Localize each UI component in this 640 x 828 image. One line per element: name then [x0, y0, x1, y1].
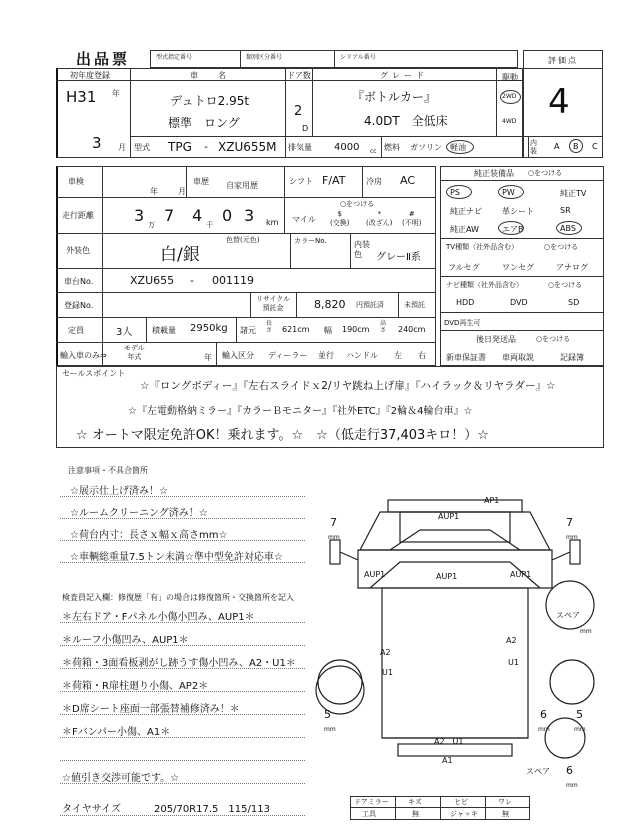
notes-line-1: ☆ルームクリーニング済み！☆ — [70, 508, 208, 519]
equip-note: ○をつける — [528, 169, 563, 177]
model-year-label: モデル 年式 — [124, 344, 145, 361]
score-label: 評価点 — [548, 56, 578, 65]
spare2-label: スペア — [526, 767, 550, 776]
left-mirror — [330, 540, 340, 564]
model-dash: - — [204, 140, 208, 153]
inspector-rule-2 — [60, 668, 305, 669]
front-bumper — [388, 500, 522, 512]
shaken-label: 車検 — [68, 177, 84, 186]
notes-rule-0 — [60, 496, 305, 497]
capacity-label: 定員 — [68, 326, 84, 335]
inspector-rule-5 — [60, 737, 305, 738]
width-label: 幅 — [324, 326, 332, 335]
model-label: 型式 — [134, 143, 150, 152]
cool-label: 冷房 — [366, 177, 382, 186]
handle-right[interactable]: 右 — [418, 351, 426, 360]
mileage-digit-1: 3 — [134, 206, 145, 225]
notes-rule-3 — [60, 562, 305, 563]
shift-value: F/AT — [322, 174, 346, 187]
equip-circle-8 — [556, 221, 582, 235]
size-label: 諸元 — [240, 326, 256, 335]
spare2-mm: mm — [566, 782, 578, 789]
inspector-line-2: ＊荷箱・3面看板剥がし跡うす傷小凹み、A2・U1＊ — [62, 658, 296, 669]
legend-h3: ワレ — [498, 798, 512, 806]
navi-note: ○をつける — [548, 281, 583, 289]
doors-value: 2 — [294, 104, 303, 119]
mile-label: マイル — [292, 215, 316, 224]
diag-a2-right: A2 — [506, 636, 517, 645]
inspector-line-0: ＊左右ドア・Fパネル小傷小凹み、AUP1＊ — [62, 612, 255, 623]
diag-a1: A1 — [442, 756, 453, 765]
diag-aup1-top: AUP1 — [438, 512, 460, 521]
tire-fl-value: 7 — [330, 516, 337, 529]
equip-item-8[interactable]: ABS — [560, 224, 576, 233]
legend-h2: ヒビ — [454, 798, 468, 806]
navi-sd[interactable]: SD — [568, 298, 580, 307]
later-records[interactable]: 記録簿 — [560, 353, 584, 362]
inspector-label: 検査員記入欄：修復歴「有」の場合は修復箇所・交換箇所を記入 — [62, 593, 294, 602]
car-name-label: 車 名 — [190, 71, 232, 80]
tire-right-rear — [550, 660, 594, 704]
inspector-rule-4 — [60, 714, 305, 715]
inspector-line-3: ＊荷箱・R扉柱廻り小傷、AP2＊ — [62, 681, 209, 692]
disp-unit: cc — [370, 148, 377, 155]
tire-label: タイヤサイズ — [62, 804, 121, 815]
tire-fr-mm: mm — [566, 534, 578, 541]
mileage-digit-2: 7 — [164, 206, 175, 225]
legend-v0: 工具 — [362, 810, 376, 818]
equip-circle-7 — [498, 221, 524, 235]
legend-h0: ドアミラー — [354, 798, 389, 806]
diag-a2u1-bottom: A2 U1 — [434, 737, 464, 746]
equip-item-1[interactable]: PW — [502, 188, 515, 197]
score-value: 4 — [548, 82, 570, 122]
sales-label: セールスポイント — [62, 369, 126, 378]
tire-rr2-mm: mm — [574, 726, 586, 733]
drive-label: 駆動 — [502, 73, 518, 82]
first-reg-era: H31 — [66, 88, 97, 106]
diag-u1-left: U1 — [382, 668, 393, 677]
mid-section — [56, 166, 436, 366]
drive-2wd: 2WD — [502, 93, 517, 100]
cab-body — [358, 550, 552, 588]
tv-label: TV種類（社外品含む） — [446, 243, 519, 251]
form-title: 出品票 — [76, 50, 131, 68]
car-name: デュトロ2.95t — [170, 94, 250, 108]
later-warranty[interactable]: 新車保証書 — [446, 353, 486, 362]
tire-fl-mm: mm — [328, 534, 340, 541]
fuel-type: ガソリン — [410, 143, 442, 152]
ext-color-label: 外装色 — [66, 246, 90, 255]
tv-analog[interactable]: アナログ — [556, 263, 588, 272]
tire-rr2-value: 5 — [576, 708, 583, 721]
notes-line-3: ☆車輌総重量7.5トン未満☆準中型免許対応車☆ — [70, 552, 283, 563]
grade1: 『ボトルカー』 — [352, 90, 437, 104]
recycle-value: 8,820 — [314, 298, 346, 311]
mileage-unit: km — [266, 218, 279, 227]
spare-tire-1 — [540, 575, 600, 635]
tire-rr1-mm: mm — [538, 726, 550, 733]
inspector-rule-3 — [60, 691, 305, 692]
year-unit: 年 — [112, 89, 120, 98]
import-div-label: 輸入区分 — [222, 351, 254, 360]
parallel-option[interactable]: 並行 — [318, 351, 334, 360]
equip-item-2[interactable]: 純正TV — [560, 189, 587, 198]
width-value: 190cm — [342, 325, 370, 334]
model-prefix: TPG — [168, 140, 192, 154]
mileage-digit-3: 4 — [192, 206, 203, 225]
shaken-month: 月 — [178, 187, 186, 196]
mileage-digit-5: 3 — [244, 206, 255, 225]
grade2: 4.0DT 全低床 — [364, 114, 448, 128]
disp-value: 4000 — [334, 142, 360, 153]
cargo-box — [382, 588, 528, 738]
car-name2: 標準 ロング — [168, 116, 240, 130]
inspector-line-4: ＊D席シート座面一部張替補修済み！＊ — [62, 704, 240, 715]
recycle-label: リサイクル 預託金 — [256, 295, 291, 312]
load-value: 2950kg — [190, 323, 228, 334]
ext-color: 白/銀 — [160, 245, 200, 265]
cab-inner — [390, 530, 520, 550]
equip-item-7[interactable]: エアB — [502, 225, 524, 234]
shaken-year: 年 — [150, 187, 158, 196]
legend-v2: ジャッキ — [450, 810, 478, 818]
import-label: 輸入車のみ⇒ — [60, 351, 107, 360]
handle-label: ハンドル — [346, 351, 378, 360]
mileage-label: 走行距離 — [62, 211, 94, 220]
height-value: 240cm — [398, 325, 426, 334]
spare1-label: スペア — [556, 611, 580, 620]
sales-line-3: ☆ オートマ限定免許OK！乗れます。☆ ☆（低走行37,403キロ！）☆ — [76, 428, 489, 443]
notes-rule-1 — [60, 518, 305, 519]
equip-item-4[interactable]: 革シート — [502, 207, 534, 216]
disp-label: 排気量 — [288, 143, 312, 152]
inspector-line-5: ＊Fバンパー小傷、A1＊ — [62, 727, 171, 738]
navi-hdd[interactable]: HDD — [456, 298, 475, 307]
diag-ap1: AP1 — [484, 496, 500, 505]
int-color: グレーⅡ系 — [376, 252, 421, 263]
model-value: XZU655M — [218, 140, 277, 154]
equip-item-6[interactable]: 純正AW — [450, 225, 479, 234]
history-value: 自家用歴 — [226, 181, 258, 190]
tv-note: ○をつける — [544, 243, 579, 251]
right-mirror — [570, 540, 580, 564]
drive-4wd: 4WD — [502, 118, 517, 125]
tv-one[interactable]: ワンセグ — [502, 263, 534, 272]
shift-label: シフト — [289, 177, 313, 186]
equip-item-5[interactable]: SR — [560, 206, 571, 215]
inspector-rule-6 — [60, 760, 305, 761]
fuel-label: 燃料 — [384, 143, 400, 152]
color-no-label: カラーNo. — [294, 237, 327, 245]
recycle-unit: 円預託済 — [356, 301, 384, 309]
tire-fr-value: 7 — [566, 516, 573, 529]
koukan: $ (交換) — [330, 210, 350, 227]
chassis-label: 車台No. — [64, 277, 94, 286]
notes-label: 注意事項・不具合箇所 — [68, 466, 148, 475]
fuel-selected: 軽油 — [450, 143, 466, 152]
load-label: 積載量 — [152, 326, 176, 335]
inspector-line-1: ＊ルーフ小傷凹み、AUP1＊ — [62, 635, 189, 646]
tire-rr1-value: 6 — [540, 708, 547, 721]
tire-rl-value: 5 — [324, 708, 331, 721]
navi-dvd[interactable]: DVD — [510, 298, 528, 307]
notes-line-0: ☆展示仕上げ済み！☆ — [70, 486, 168, 497]
sales-line-1: ☆『ロングボディー』『左右スライドｘ2/リヤ跳ね上げ扉』『ハイラック＆リヤラダー』☆ — [140, 380, 556, 392]
kata-label: 型式指定番号 — [156, 54, 193, 61]
len-label: 長さ — [266, 320, 273, 334]
equip-circle-0 — [446, 185, 472, 199]
capacity-value: 3人 — [116, 327, 133, 338]
first-reg-month: 3 — [92, 134, 102, 152]
inspector-rule-0 — [60, 622, 305, 623]
kaizan: * (改ざん) — [366, 210, 393, 227]
grade-label: グレード — [380, 71, 428, 80]
diag-a2-left: A2 — [380, 648, 391, 657]
diag-aup1-center: AUP1 — [436, 572, 458, 581]
notes-line-2: ☆荷台内寸：長さｘ幅ｘ高さmm☆ — [70, 530, 228, 541]
equip-item-3[interactable]: 純正ナビ — [450, 207, 482, 216]
chassis-prefix: XZU655 — [130, 274, 175, 287]
notes-rule-2 — [60, 540, 305, 541]
tv-full[interactable]: フルセグ — [448, 263, 480, 272]
month-unit: 月 — [118, 143, 126, 152]
mileage-digit-4: 0 — [222, 206, 233, 225]
first-reg-label: 初年度登録 — [70, 71, 110, 80]
interior-grade-a: A — [554, 142, 560, 151]
cool-value: AC — [400, 174, 416, 187]
height-label: 高さ — [380, 320, 387, 334]
equip-circle-1 — [498, 185, 524, 199]
color-note: 色替(元色) — [226, 236, 260, 244]
fumei: # (不明) — [402, 210, 422, 227]
legend-v3: 無 — [502, 810, 509, 818]
diag-aup1-left: AUP1 — [364, 570, 386, 579]
serial-label: シリアル番号 — [340, 54, 376, 61]
int-color-label: 内装色 — [354, 240, 370, 259]
mileage-sen: 千 — [206, 221, 213, 229]
diag-u1-right: U1 — [508, 658, 519, 667]
interior-grade-c: C — [592, 142, 598, 151]
dealer-option[interactable]: ディーラー — [268, 351, 308, 360]
ruibetsu-label: 類別区分番号 — [246, 54, 283, 61]
interior-grade-b: B — [573, 142, 579, 151]
legend-v1: 無 — [412, 810, 419, 818]
inspector-rule-7 — [60, 783, 305, 784]
later-label: 後日発送品 — [476, 335, 516, 344]
equip-item-0[interactable]: PS — [450, 188, 460, 197]
interior-label: 内装 — [530, 139, 537, 155]
chassis-dash: - — [190, 274, 194, 287]
inspector-rule-1 — [60, 645, 305, 646]
import-year-unit: 年 — [204, 353, 212, 362]
later-manual[interactable]: 車両取説 — [502, 353, 534, 362]
front-tires — [310, 660, 370, 720]
spare2-value: 6 — [566, 764, 573, 777]
chassis-no: 001119 — [212, 274, 254, 287]
recycle-unsettled: 未預託 — [404, 301, 425, 309]
tire-rl-mm: mm — [324, 726, 336, 733]
circle-note: ○をつける — [340, 200, 375, 208]
doors-label: ドア数 — [287, 71, 311, 80]
reg-label: 登録No. — [64, 301, 94, 310]
legend-h1: キズ — [408, 798, 422, 806]
mileage-man: 万 — [148, 221, 155, 229]
tire-spare-2 — [545, 718, 585, 758]
len-value: 621cm — [282, 325, 310, 334]
diag-aup1-right: AUP1 — [510, 570, 532, 579]
sales-line-2: ☆『左電動格納ミラー』『カラーＢモニター』『社外ETC』『2輪＆4輪台車』☆ — [128, 406, 473, 417]
history-label: 車歴 — [193, 177, 209, 186]
inspector-line-7: ☆値引き交渉可能です。☆ — [62, 773, 180, 784]
later-note: ○をつける — [536, 335, 571, 343]
door-type: D — [302, 124, 309, 133]
spare1-mm: mm — [580, 628, 592, 635]
handle-left[interactable]: 左 — [394, 351, 402, 360]
equip-title: 純正装備品 — [474, 169, 514, 178]
tire-size: 205/70R17.5 115/113 — [154, 804, 270, 815]
dvd-label: DVD再生可 — [444, 319, 481, 327]
navi-label: ナビ種類（社外品含む） — [446, 281, 523, 289]
